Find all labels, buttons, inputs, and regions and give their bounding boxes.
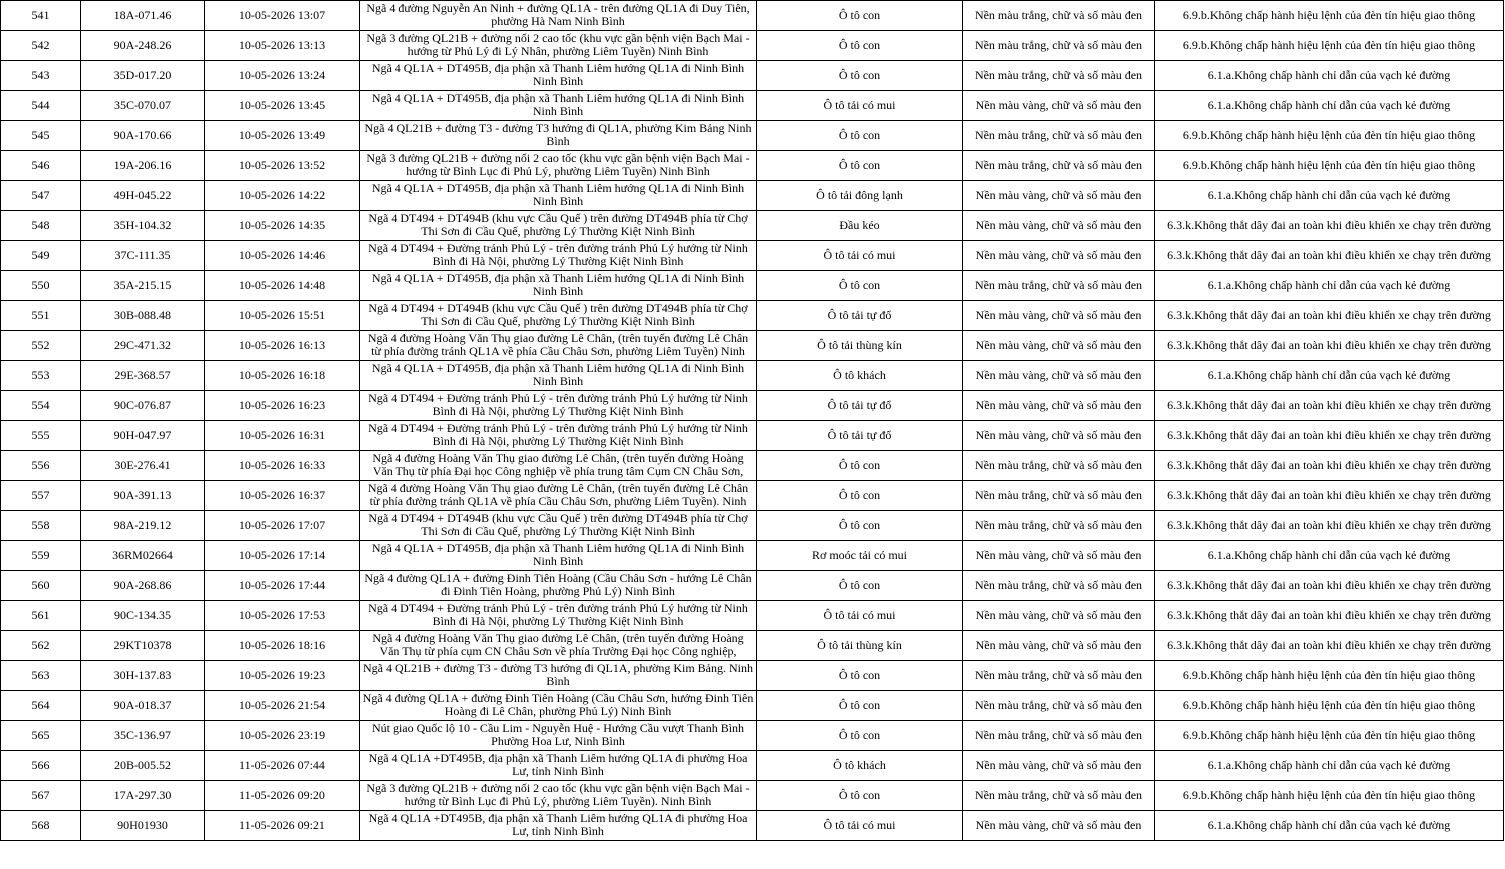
cell-plate-color: Nền màu trắng, chữ và số màu đen [963, 661, 1155, 691]
cell-plate-number: 19A-206.16 [81, 151, 205, 181]
cell-location [360, 241, 757, 271]
table-row [1, 31, 1504, 61]
cell-plate-number: 35C-136.97 [81, 721, 205, 751]
cell-location [360, 361, 757, 391]
cell-violation-time: 10-05-2026 13:49 [205, 121, 360, 151]
cell-plate-color: Nền màu vàng, chữ và số màu đen [963, 751, 1155, 781]
cell-violation: 6.9.b.Không chấp hành hiệu lệnh của đèn tín hiệu giao thông [1155, 781, 1504, 811]
cell-violation: 6.9.b.Không chấp hành hiệu lệnh của đèn tín hiệu giao thông [1155, 721, 1504, 751]
cell-violation-time: 10-05-2026 13:24 [205, 61, 360, 91]
cell-violation-time: 10-05-2026 17:14 [205, 541, 360, 571]
table-row [1, 151, 1504, 181]
cell-violation: 6.3.k.Không thắt dây đai an toàn khi điều khiển xe chạy trên đường [1155, 331, 1504, 361]
cell-stt: 565 [1, 721, 81, 751]
cell-plate-number: 49H-045.22 [81, 181, 205, 211]
cell-plate-color: Nền màu vàng, chữ và số màu đen [963, 331, 1155, 361]
location-text: Ngã 4 đường Hoàng Văn Thụ giao đường Lê Chân, (trên tuyến đường Lê Chân từ phía đường tránh QL1A về phía Cầu Châu Sơn, phường Liêm Tuyền) Ninh [367, 332, 749, 358]
table-row [1, 691, 1504, 721]
cell-stt: 560 [1, 571, 81, 601]
cell-stt: 557 [1, 481, 81, 511]
cell-vehicle-type: Ô tô con [757, 481, 963, 511]
location-text: Ngã 4 QL21B + đường T3 - đường T3 hướng đi QL1A, phường Kim Bảng Ninh Bình [364, 122, 752, 148]
table-row [1, 751, 1504, 781]
cell-violation-time: 10-05-2026 17:07 [205, 511, 360, 541]
cell-location [360, 331, 757, 361]
cell-plate-color: Nền màu trắng, chữ và số màu đen [963, 511, 1155, 541]
cell-violation-time: 10-05-2026 13:52 [205, 151, 360, 181]
cell-violation-time: 10-05-2026 23:19 [205, 721, 360, 751]
cell-location [360, 781, 757, 811]
cell-location [360, 1, 757, 31]
location-text: Ngã 4 DT494 + Đường tránh Phủ Lý - trên đường tránh Phủ Lý hướng từ Ninh Bình đi Hà Nội, phường Lý Thường Kiệt Ninh Bình [368, 422, 748, 448]
cell-location [360, 211, 757, 241]
cell-plate-color: Nền màu trắng, chữ và số màu đen [963, 451, 1155, 481]
cell-plate-color: Nền màu trắng, chữ và số màu đen [963, 721, 1155, 751]
cell-violation: 6.3.k.Không thắt dây đai an toàn khi điều khiển xe chạy trên đường [1155, 601, 1504, 631]
cell-location [360, 91, 757, 121]
cell-plate-color: Nền màu vàng, chữ và số màu đen [963, 601, 1155, 631]
cell-plate-color: Nền màu vàng, chữ và số màu đen [963, 541, 1155, 571]
location-text: Ngã 4 QL1A + DT495B, địa phận xã Thanh Liêm hướng QL1A đi Ninh Bình Ninh Bình [371, 62, 745, 88]
cell-plate-number: 90A-391.13 [81, 481, 205, 511]
table-row [1, 541, 1504, 571]
table-row [1, 91, 1504, 121]
cell-violation-time: 10-05-2026 16:13 [205, 331, 360, 361]
table-row [1, 361, 1504, 391]
cell-violation-time: 10-05-2026 16:18 [205, 361, 360, 391]
cell-violation: 6.3.k.Không thắt dây đai an toàn khi điều khiển xe chạy trên đường [1155, 511, 1504, 541]
cell-plate-number: 20B-005.52 [81, 751, 205, 781]
cell-vehicle-type: Ô tô khách [757, 751, 963, 781]
cell-stt: 564 [1, 691, 81, 721]
cell-violation: 6.1.a.Không chấp hành chỉ dẫn của vạch kẻ đường [1155, 181, 1504, 211]
table-row [1, 511, 1504, 541]
cell-plate-number: 98A-219.12 [81, 511, 205, 541]
location-text: Ngã 4 DT494 + DT494B (khu vực Cầu Quế ) trên đường DT494B phía từ Chợ Thi Sơn đi Cầu Quế, phường Lý Thường Kiệt Ninh Bình [368, 212, 748, 238]
cell-stt: 558 [1, 511, 81, 541]
cell-plate-number: 90H-047.97 [81, 421, 205, 451]
cell-plate-color: Nền màu trắng, chữ và số màu đen [963, 31, 1155, 61]
cell-violation-time: 10-05-2026 15:51 [205, 301, 360, 331]
cell-stt: 563 [1, 661, 81, 691]
cell-plate-number: 29C-471.32 [81, 331, 205, 361]
cell-violation: 6.1.a.Không chấp hành chỉ dẫn của vạch kẻ đường [1155, 751, 1504, 781]
table-row [1, 331, 1504, 361]
table-body [1, 1, 1504, 841]
cell-violation: 6.1.a.Không chấp hành chỉ dẫn của vạch kẻ đường [1155, 61, 1504, 91]
location-text: Ngã 4 đường QL1A + đường Đinh Tiên Hoàng (Cầu Châu Sơn, hướng Đinh Tiên Hoàng đi Lê Chân, phường Phủ Lý) Ninh Bình [362, 692, 754, 718]
cell-plate-color: Nền màu vàng, chữ và số màu đen [963, 181, 1155, 211]
cell-location [360, 31, 757, 61]
cell-stt: 546 [1, 151, 81, 181]
cell-stt: 556 [1, 451, 81, 481]
cell-violation: 6.3.k.Không thắt dây đai an toàn khi điều khiển xe chạy trên đường [1155, 631, 1504, 661]
cell-plate-color: Nền màu vàng, chữ và số màu đen [963, 361, 1155, 391]
cell-vehicle-type: Ô tô con [757, 61, 963, 91]
cell-violation: 6.9.b.Không chấp hành hiệu lệnh của đèn tín hiệu giao thông [1155, 31, 1504, 61]
cell-violation-time: 10-05-2026 14:48 [205, 271, 360, 301]
cell-plate-color: Nền màu trắng, chữ và số màu đen [963, 691, 1155, 721]
table-row [1, 391, 1504, 421]
cell-plate-color: Nền màu vàng, chữ và số màu đen [963, 211, 1155, 241]
cell-plate-number: 30H-137.83 [81, 661, 205, 691]
table-row [1, 721, 1504, 751]
location-text: Ngã 4 đường Hoàng Văn Thụ giao đường Lê Chân, (trên tuyến đường Hoàng Văn Thụ từ phía Đại học Công nghiệp về phía trung tâm Cụm CN Châu Sơn, [372, 452, 744, 478]
cell-vehicle-type: Ô tô con [757, 511, 963, 541]
cell-vehicle-type: Ô tô con [757, 151, 963, 181]
cell-violation-time: 10-05-2026 14:46 [205, 241, 360, 271]
cell-plate-number: 29KT10378 [81, 631, 205, 661]
cell-location [360, 601, 757, 631]
cell-violation: 6.1.a.Không chấp hành chỉ dẫn của vạch kẻ đường [1155, 91, 1504, 121]
cell-violation-time: 10-05-2026 21:54 [205, 691, 360, 721]
cell-violation: 6.3.k.Không thắt dây đai an toàn khi điều khiển xe chạy trên đường [1155, 421, 1504, 451]
location-text: Ngã 4 đường Hoàng Văn Thụ giao đường Lê Chân, (trên tuyến đường Hoàng Văn Thụ từ phía cụm CN Châu Sơn về phía Trường Đại học Công nghiệp, [372, 632, 744, 658]
cell-vehicle-type: Ô tô tải thùng kín [757, 631, 963, 661]
cell-plate-color: Nền màu vàng, chữ và số màu đen [963, 811, 1155, 841]
cell-stt: 551 [1, 301, 81, 331]
cell-violation-time: 11-05-2026 09:21 [205, 811, 360, 841]
cell-vehicle-type: Ô tô con [757, 691, 963, 721]
cell-violation-time: 10-05-2026 17:44 [205, 571, 360, 601]
cell-location [360, 511, 757, 541]
cell-violation: 6.3.k.Không thắt dây đai an toàn khi điều khiển xe chạy trên đường [1155, 571, 1504, 601]
cell-vehicle-type: Ô tô tải có mui [757, 91, 963, 121]
cell-stt: 561 [1, 601, 81, 631]
location-text: Ngã 4 DT494 + DT494B (khu vực Cầu Quế ) trên đường DT494B phía từ Chợ Thi Sơn đi Cầu Quế, phường Lý Thường Kiệt Ninh Bình [368, 302, 748, 328]
cell-stt: 568 [1, 811, 81, 841]
cell-vehicle-type: Ô tô tải có mui [757, 811, 963, 841]
cell-violation: 6.9.b.Không chấp hành hiệu lệnh của đèn tín hiệu giao thông [1155, 1, 1504, 31]
cell-location [360, 301, 757, 331]
cell-violation: 6.3.k.Không thắt dây đai an toàn khi điều khiển xe chạy trên đường [1155, 211, 1504, 241]
cell-plate-color: Nền màu trắng, chữ và số màu đen [963, 121, 1155, 151]
cell-vehicle-type: Ô tô con [757, 721, 963, 751]
table-row [1, 241, 1504, 271]
cell-location [360, 151, 757, 181]
cell-vehicle-type: Ô tô tải thùng kín [757, 331, 963, 361]
cell-violation-time: 10-05-2026 13:45 [205, 91, 360, 121]
cell-violation: 6.3.k.Không thắt dây đai an toàn khi điều khiển xe chạy trên đường [1155, 481, 1504, 511]
cell-stt: 547 [1, 181, 81, 211]
cell-location [360, 421, 757, 451]
cell-plate-number: 90A-268.86 [81, 571, 205, 601]
cell-plate-color: Nền màu vàng, chữ và số màu đen [963, 301, 1155, 331]
cell-violation: 6.9.b.Không chấp hành hiệu lệnh của đèn tín hiệu giao thông [1155, 661, 1504, 691]
cell-violation-time: 11-05-2026 09:20 [205, 781, 360, 811]
cell-violation-time: 10-05-2026 13:07 [205, 1, 360, 31]
cell-vehicle-type: Ô tô con [757, 451, 963, 481]
table-row [1, 1, 1504, 31]
cell-stt: 562 [1, 631, 81, 661]
cell-vehicle-type: Ô tô khách [757, 361, 963, 391]
cell-plate-color: Nền màu vàng, chữ và số màu đen [963, 421, 1155, 451]
cell-stt: 541 [1, 1, 81, 31]
cell-plate-color: Nền màu trắng, chữ và số màu đen [963, 271, 1155, 301]
cell-plate-color: Nền màu vàng, chữ và số màu đen [963, 631, 1155, 661]
cell-stt: 542 [1, 31, 81, 61]
cell-violation: 6.3.k.Không thắt dây đai an toàn khi điều khiển xe chạy trên đường [1155, 241, 1504, 271]
cell-plate-color: Nền màu vàng, chữ và số màu đen [963, 391, 1155, 421]
cell-vehicle-type: Ô tô con [757, 781, 963, 811]
cell-vehicle-type: Ô tô con [757, 31, 963, 61]
cell-violation: 6.3.k.Không thắt dây đai an toàn khi điều khiển xe chạy trên đường [1155, 301, 1504, 331]
cell-plate-number: 35H-104.32 [81, 211, 205, 241]
cell-location [360, 811, 757, 841]
cell-plate-color: Nền màu vàng, chữ và số màu đen [963, 91, 1155, 121]
cell-plate-color: Nền màu vàng, chữ và số màu đen [963, 241, 1155, 271]
cell-plate-number: 30E-276.41 [81, 451, 205, 481]
cell-location [360, 571, 757, 601]
location-text: Ngã 4 QL1A + DT495B, địa phận xã Thanh Liêm hướng QL1A đi Ninh Bình Ninh Bình [371, 542, 745, 568]
cell-violation-time: 10-05-2026 14:35 [205, 211, 360, 241]
cell-stt: 544 [1, 91, 81, 121]
table-row [1, 571, 1504, 601]
cell-stt: 553 [1, 361, 81, 391]
cell-violation-time: 10-05-2026 18:16 [205, 631, 360, 661]
cell-vehicle-type: Ô tô con [757, 271, 963, 301]
cell-location [360, 661, 757, 691]
cell-violation-time: 10-05-2026 16:31 [205, 421, 360, 451]
cell-location [360, 391, 757, 421]
cell-vehicle-type: Ô tô tải có mui [757, 241, 963, 271]
cell-stt: 554 [1, 391, 81, 421]
cell-plate-number: 37C-111.35 [81, 241, 205, 271]
location-text: Ngã 4 DT494 + Đường tránh Phủ Lý - trên đường tránh Phủ Lý hướng từ Ninh Bình đi Hà Nội, phường Lý Thường Kiệt Ninh Bình [368, 602, 748, 628]
cell-plate-color: Nền màu trắng, chữ và số màu đen [963, 151, 1155, 181]
cell-location [360, 751, 757, 781]
cell-violation: 6.3.k.Không thắt dây đai an toàn khi điều khiển xe chạy trên đường [1155, 391, 1504, 421]
location-text: Ngã 3 đường QL21B + đường nối 2 cao tốc (khu vực gần bệnh viện Bạch Mai - hướng từ Bình Lục đi Phủ Lý, phường Liêm Tuyền). Ninh Bình [366, 782, 750, 808]
cell-violation: 6.9.b.Không chấp hành hiệu lệnh của đèn tín hiệu giao thông [1155, 151, 1504, 181]
cell-location [360, 631, 757, 661]
location-text: Nút giao Quốc lộ 10 - Cầu Lim - Nguyễn Huệ - Hướng Cầu vượt Thanh Bình Phường Hoa Lư, Ninh Bình [371, 722, 745, 748]
location-text: Ngã 3 đường QL21B + đường nối 2 cao tốc (khu vực gần bệnh viện Bạch Mai - hướng từ Bình Lục đi Phủ Lý, phường Liêm Tuyền) Ninh Bình [366, 152, 750, 178]
cell-plate-number: 35D-017.20 [81, 61, 205, 91]
cell-plate-number: 18A-071.46 [81, 1, 205, 31]
table-row [1, 121, 1504, 151]
table-row [1, 781, 1504, 811]
table-row [1, 301, 1504, 331]
cell-stt: 545 [1, 121, 81, 151]
table-row [1, 211, 1504, 241]
table-row [1, 61, 1504, 91]
cell-violation-time: 10-05-2026 16:23 [205, 391, 360, 421]
cell-plate-color: Nền màu trắng, chữ và số màu đen [963, 781, 1155, 811]
cell-stt: 543 [1, 61, 81, 91]
cell-location [360, 721, 757, 751]
cell-vehicle-type: Ô tô con [757, 1, 963, 31]
cell-stt: 555 [1, 421, 81, 451]
cell-violation: 6.1.a.Không chấp hành chỉ dẫn của vạch kẻ đường [1155, 361, 1504, 391]
cell-location [360, 61, 757, 91]
cell-violation-time: 10-05-2026 14:22 [205, 181, 360, 211]
cell-violation: 6.9.b.Không chấp hành hiệu lệnh của đèn tín hiệu giao thông [1155, 121, 1504, 151]
location-text: Ngã 4 QL1A + DT495B, địa phận xã Thanh Liêm hướng QL1A đi Ninh Bình Ninh Bình [371, 182, 745, 208]
cell-violation: 6.3.k.Không thắt dây đai an toàn khi điều khiển xe chạy trên đường [1155, 451, 1504, 481]
cell-stt: 552 [1, 331, 81, 361]
cell-location [360, 691, 757, 721]
table-row [1, 451, 1504, 481]
cell-vehicle-type: Ô tô tải có mui [757, 601, 963, 631]
location-text: Ngã 4 QL21B + đường T3 - đường T3 hướng đi QL1A, phường Kim Bảng. Ninh Bình [362, 662, 754, 688]
cell-vehicle-type: Ô tô tải tự đổ [757, 391, 963, 421]
location-text: Ngã 4 QL1A + DT495B, địa phận xã Thanh Liêm hướng QL1A đi Ninh Bình Ninh Bình [371, 272, 745, 298]
table-row [1, 271, 1504, 301]
cell-plate-number: 17A-297.30 [81, 781, 205, 811]
table-row [1, 481, 1504, 511]
table-row [1, 811, 1504, 841]
cell-vehicle-type: Đầu kéo [757, 211, 963, 241]
cell-stt: 548 [1, 211, 81, 241]
location-text: Ngã 4 DT494 + DT494B (khu vực Cầu Quế ) trên đường DT494B phía từ Chợ Thi Sơn đi Cầu Quế, phường Lý Thường Kiệt Ninh Bình [368, 512, 748, 538]
location-text: Ngã 4 QL1A + DT495B, địa phận xã Thanh Liêm hướng QL1A đi Ninh Bình Ninh Bình [371, 362, 745, 388]
cell-vehicle-type: Ô tô con [757, 571, 963, 601]
cell-violation: 6.1.a.Không chấp hành chỉ dẫn của vạch kẻ đường [1155, 271, 1504, 301]
cell-location [360, 541, 757, 571]
cell-plate-number: 90C-134.35 [81, 601, 205, 631]
cell-plate-number: 35A-215.15 [81, 271, 205, 301]
cell-location [360, 271, 757, 301]
cell-plate-number: 29E-368.57 [81, 361, 205, 391]
location-text: Ngã 4 QL1A +DT495B, địa phận xã Thanh Liêm hướng QL1A đi phường Hoa Lư, tỉnh Ninh Bình [368, 752, 748, 778]
cell-violation-time: 10-05-2026 17:53 [205, 601, 360, 631]
cell-vehicle-type: Ô tô tải tự đổ [757, 301, 963, 331]
cell-plate-color: Nền màu trắng, chữ và số màu đen [963, 61, 1155, 91]
cell-plate-number: 36RM02664 [81, 541, 205, 571]
table-row [1, 661, 1504, 691]
cell-plate-number: 90H01930 [81, 811, 205, 841]
cell-violation-time: 10-05-2026 13:13 [205, 31, 360, 61]
cell-vehicle-type: Ô tô con [757, 121, 963, 151]
cell-violation-time: 10-05-2026 16:33 [205, 451, 360, 481]
cell-plate-color: Nền màu trắng, chữ và số màu đen [963, 481, 1155, 511]
location-text: Ngã 4 DT494 + Đường tránh Phủ Lý - trên đường tránh Phủ Lý hướng từ Ninh Bình đi Hà Nội, phường Lý Thường Kiệt Ninh Bình [368, 392, 748, 418]
location-text: Ngã 4 QL1A + DT495B, địa phận xã Thanh Liêm hướng QL1A đi Ninh Bình Ninh Bình [371, 92, 745, 118]
cell-stt: 567 [1, 781, 81, 811]
location-text: Ngã 4 đường Hoàng Văn Thụ giao đường Lê Chân, (trên tuyến đường Lê Chân từ phía đường tránh QL1A về phía Cầu Châu Sơn, phường Liêm Tuyền). Ninh [367, 482, 749, 508]
cell-plate-number: 35C-070.07 [81, 91, 205, 121]
table-row [1, 421, 1504, 451]
cell-location [360, 181, 757, 211]
cell-location [360, 121, 757, 151]
cell-stt: 549 [1, 241, 81, 271]
table-row [1, 181, 1504, 211]
table-row [1, 601, 1504, 631]
cell-violation: 6.1.a.Không chấp hành chỉ dẫn của vạch kẻ đường [1155, 811, 1504, 841]
cell-vehicle-type: Rơ moóc tải có mui [757, 541, 963, 571]
cell-stt: 559 [1, 541, 81, 571]
cell-stt: 550 [1, 271, 81, 301]
cell-vehicle-type: Ô tô tải tự đổ [757, 421, 963, 451]
cell-plate-number: 90A-170.66 [81, 121, 205, 151]
cell-location [360, 451, 757, 481]
cell-violation: 6.1.a.Không chấp hành chỉ dẫn của vạch kẻ đường [1155, 541, 1504, 571]
cell-plate-number: 90A-018.37 [81, 691, 205, 721]
location-text: Ngã 4 đường Nguyễn An Ninh + đường QL1A - trên đường QL1A đi Duy Tiên, phường Hà Nam Ninh Bình [366, 2, 750, 28]
cell-vehicle-type: Ô tô tải đông lạnh [757, 181, 963, 211]
cell-plate-color: Nền màu trắng, chữ và số màu đen [963, 1, 1155, 31]
cell-location [360, 481, 757, 511]
cell-violation-time: 11-05-2026 07:44 [205, 751, 360, 781]
cell-stt: 566 [1, 751, 81, 781]
location-text: Ngã 3 đường QL21B + đường nối 2 cao tốc (khu vực gần bệnh viện Bạch Mai - hướng từ Phủ Lý đi Lý Nhân, phường Liêm Tuyền) Ninh Bình [366, 32, 750, 58]
cell-plate-color: Nền màu trắng, chữ và số màu đen [963, 571, 1155, 601]
cell-plate-number: 90C-076.87 [81, 391, 205, 421]
location-text: Ngã 4 DT494 + Đường tránh Phủ Lý - trên đường tránh Phủ Lý hướng từ Ninh Bình đi Hà Nội, phường Lý Thường Kiệt Ninh Bình [368, 242, 748, 268]
cell-plate-number: 30B-088.48 [81, 301, 205, 331]
cell-violation: 6.9.b.Không chấp hành hiệu lệnh của đèn tín hiệu giao thông [1155, 691, 1504, 721]
location-text: Ngã 4 đường QL1A + đường Đinh Tiên Hoàng (Cầu Châu Sơn - hướng Lê Chân đi Đinh Tiên Hoàng, phường Phủ Lý) Ninh Bình [364, 572, 752, 598]
cell-plate-number: 90A-248.26 [81, 31, 205, 61]
cell-vehicle-type: Ô tô con [757, 661, 963, 691]
table-row [1, 631, 1504, 661]
location-text: Ngã 4 QL1A +DT495B, địa phận xã Thanh Liêm hướng QL1A đi phường Hoa Lư, tỉnh Ninh Bình [368, 812, 748, 838]
cell-violation-time: 10-05-2026 19:23 [205, 661, 360, 691]
cell-violation-time: 10-05-2026 16:37 [205, 481, 360, 511]
